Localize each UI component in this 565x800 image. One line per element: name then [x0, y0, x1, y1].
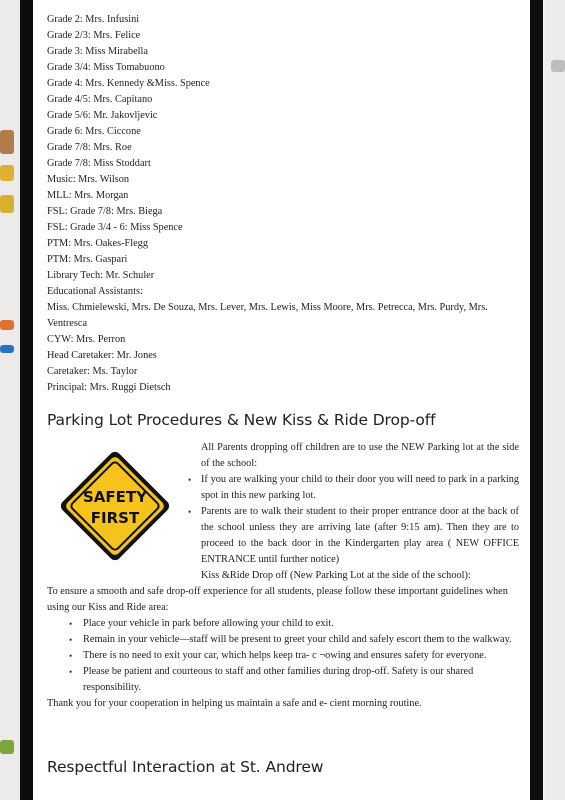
left-black-bar: [20, 0, 33, 800]
staff-line: Library Tech: Mr. Schuler: [47, 270, 155, 281]
right-black-bar: [530, 0, 543, 800]
parking-intro-text: All Parents dropping off children are to use the NEW Parking lot at the side of the school:: [201, 442, 519, 469]
guideline-item: • Please be patient and courteous to staff and other families during drop-off. Safety is our shared responsibility.: [83, 664, 521, 696]
kiss-ride-intro: To ensure a smooth and safe drop-off experience for all students, please follow these important guidelines when using our Kiss and Ride area:: [47, 586, 508, 613]
guideline-item: • There is no need to exit your car, which helps keep tra- c ¬owing and ensures safety for everyone.: [83, 648, 521, 664]
staff-line: Grade 6: Mrs. Ciccone: [47, 126, 141, 137]
crayon-decoration: [0, 165, 14, 181]
staff-line: FSL: Grade 3/4 - 6: Miss Spence: [47, 222, 183, 233]
background-right: [545, 0, 565, 800]
staff-line: Grade 3/4: Miss Tomabuono: [47, 62, 165, 73]
guideline-item: • Remain in your vehicle—staff will be present to greet your child and safely escort them to the walkway.: [83, 632, 521, 648]
guideline-item: • Place your vehicle in park before allowing your child to exit.: [83, 616, 521, 632]
staff-line: Head Caretaker: Mr. Jones: [47, 350, 157, 361]
staff-line: Grade 3: Miss Mirabella: [47, 46, 148, 57]
staff-line: PTM: Mrs. Oakes-Flegg: [47, 238, 148, 249]
staff-line: Grade 7/8: Miss Stoddart: [47, 158, 151, 169]
staff-line: FSL: Grade 7/8: Mrs. Biega: [47, 206, 163, 217]
staff-line: PTM: Mrs. Gaspari: [47, 254, 128, 265]
staff-line: Principal: Mrs. Ruggi Dietsch: [47, 382, 171, 393]
crayon-decoration: [0, 740, 14, 754]
crayon-decoration: [551, 60, 565, 72]
staff-line: Grade 4: Mrs. Kennedy &Miss. Spence: [47, 78, 210, 89]
staff-line: Miss. Chmielewski, Mrs. De Souza, Mrs. Lever, Mrs. Lewis, Miss Moore, Mrs. Petrecca, Mrs. Purdy, Mrs. Ventresca: [47, 302, 488, 329]
staff-line: MLL: Mrs. Morgan: [47, 190, 129, 201]
crayon-decoration: [0, 345, 14, 353]
staff-line: Grade 4/5: Mrs. Capitano: [47, 94, 153, 105]
staff-line: Grade 7/8: Mrs. Roe: [47, 142, 132, 153]
safety-first-sign-icon: [53, 444, 177, 568]
parking-heading: Parking Lot Procedures & New Kiss & Ride Drop-off: [47, 411, 436, 429]
staff-line: Educational Assistants:: [47, 286, 143, 297]
document-page: [33, 0, 530, 800]
staff-line: Grade 5/6: Mr. Jakovljevic: [47, 110, 158, 121]
kiss-ride-section: [47, 584, 521, 712]
kiss-ride-guidelines: [47, 616, 521, 696]
thank-you-text: Thank you for your cooperation in helping us maintain a safe and e- cient morning routine.: [47, 698, 422, 709]
crayon-decoration: [0, 195, 14, 213]
staff-line: Music: Mrs. Wilson: [47, 174, 130, 185]
kiss-ride-title: Kiss &Ride Drop off (New Parking Lot at the side of the school):: [201, 570, 471, 581]
staff-line: CYW: Mrs. Perron: [47, 334, 126, 345]
background-left: [0, 0, 20, 800]
crayon-decoration: [0, 130, 14, 154]
staff-line: Grade 2/3: Mrs. Felice: [47, 30, 141, 41]
sign-text-line2: FIRST: [90, 509, 140, 527]
parking-intro: [201, 440, 519, 584]
staff-line: Grade 2: Mrs. Infusini: [47, 14, 140, 25]
sign-text-line1: SAFETY: [83, 488, 147, 506]
staff-line: Caretaker: Ms. Taylor: [47, 366, 138, 377]
parking-bullet: • Parents are to walk their student to their proper entrance door at the back of the school unless they are arriving late (after 9:15 am). Then they are to proceed to the back door in the Kindergarten play area ( NEW OFFICE ENTRANCE until further notice): [201, 504, 519, 568]
parking-bullet: • If you are walking your child to their door you will need to park in a parking spot in this new parking lot.: [201, 472, 519, 504]
crayon-decoration: [0, 320, 14, 330]
respect-heading: Respectful Interaction at St. Andrew: [47, 758, 324, 776]
parking-bullet-list: [201, 472, 519, 568]
staff-list: [47, 12, 527, 396]
